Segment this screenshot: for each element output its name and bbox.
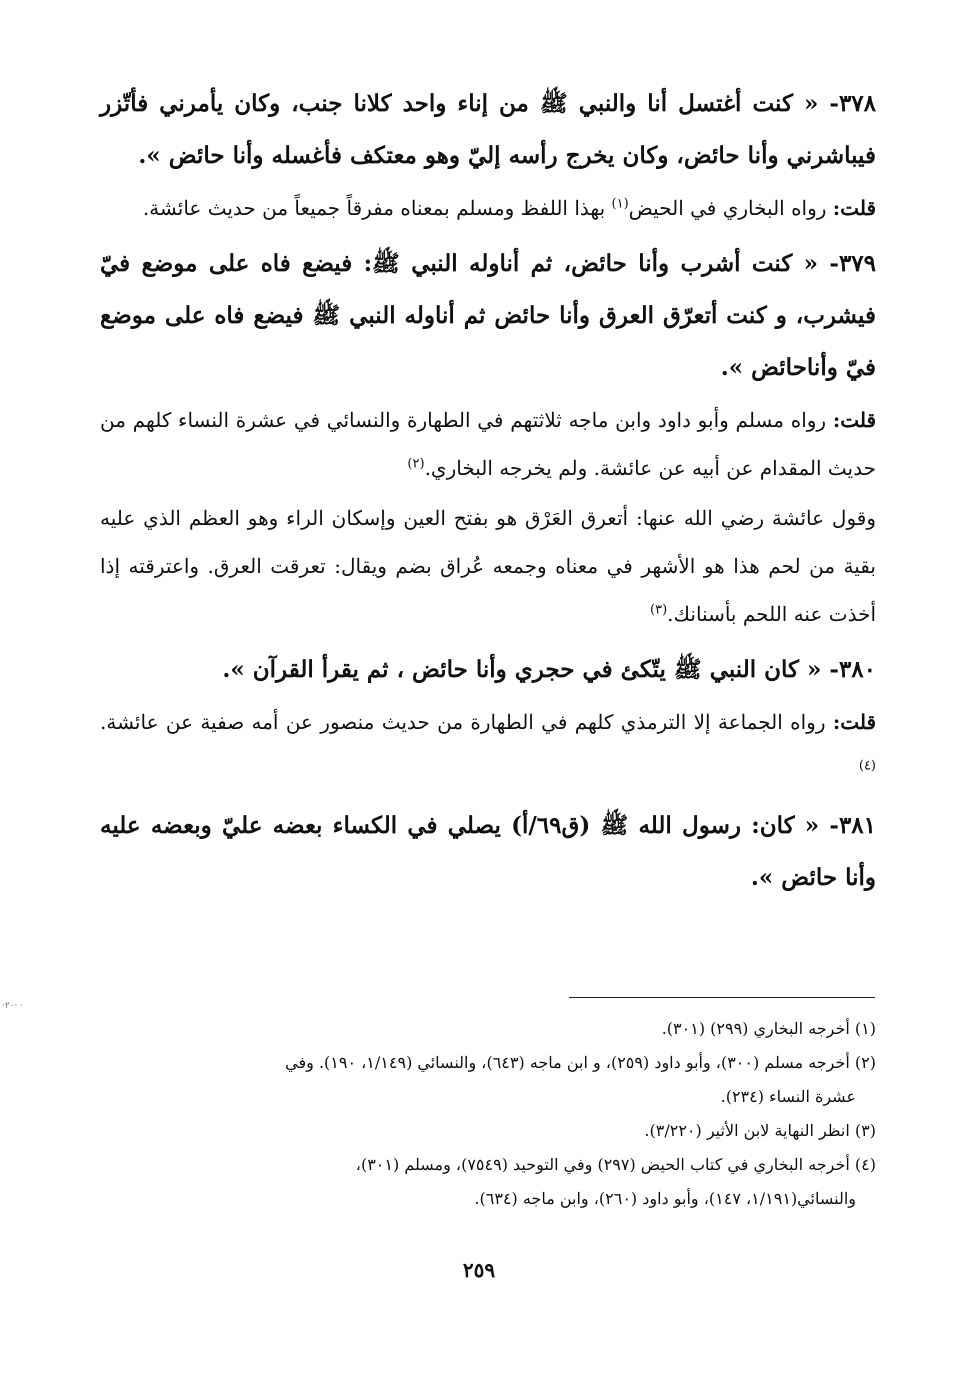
footnote-divider <box>569 997 875 998</box>
footnote-4: (٤) أخرجه البخاري في كتاب الحيض (٢٩٧) وفي التوحيد (٧٥٤٩)، ومسلم (٣٠١)، <box>355 1155 876 1174</box>
note-label: قلت: <box>832 710 877 734</box>
hadith-378: ٣٧٨- « كنت أغتسل أنا والنبي ﷺ من إناء واحد كلانا جنب، وكان يأمرني فأتّزر فيباشرني وأنا حائض، وكان يخرج رأسه إليّ وهو معتكف فأغسله وأنا حائض ». <box>100 90 876 169</box>
hadith-379: ٣٧٩- « كنت أشرب وأنا حائض، ثم أناوله النبي ﷺ: فيضع فاه على موضع فيّ فيشرب، و كنت أتعرّق العرق وأنا حائض ثم أناوله النبي ﷺ فيضع فاه على موضع فيّ وأناحائض ». <box>100 250 876 381</box>
footnote-ref-1[interactable]: (١) <box>611 196 629 212</box>
margin-mark: · ·‎٢٠· <box>2 1001 24 1011</box>
footnote-1: (١) أخرجه البخاري (٢٩٩) (٣٠١). <box>661 1019 876 1038</box>
hadith-380: ٣٨٠- « كان النبي ﷺ يتّكئ في حجري وأنا حائض ، ثم يقرأ القرآن ». <box>222 656 876 683</box>
footnote-2: (٢) أخرجه مسلم (٣٠٠)، وأبو داود (٢٥٩)، و ابن ماجه (٦٤٣)، والنسائي (١/١٤٩، ١٩٠). وفي <box>285 1053 876 1072</box>
note-text: بهذا اللفظ ومسلم بمعناه مفرقاً جميعاً من حديث عائشة. <box>142 196 606 220</box>
explanation-379 <box>100 494 876 638</box>
footnote-ref-2[interactable]: (٢) <box>407 456 425 472</box>
note-text: رواه الجماعة إلا الترمذي كلهم في الطهارة من حديث منصور عن أمه صفية عن عائشة. <box>100 710 826 734</box>
hadith-381: ٣٨١- « كان: رسول الله ﷺ (ق٦٩/أ) يصلي في الكساء بعضه عليّ وبعضه عليه وأنا حائض ». <box>100 812 876 891</box>
footnote-2-continuation: عشرة النساء (٢٣٤). <box>720 1087 856 1106</box>
footnotes <box>100 1012 876 1216</box>
footnote-3: (٣) انظر النهاية لابن الأثير (٣/٢٢٠). <box>644 1121 876 1140</box>
note-378 <box>100 184 876 232</box>
footnote-ref-3[interactable]: (٣) <box>650 602 668 618</box>
explanation-text: وقول عائشة رضي الله عنها: أتعرق العَرْق هو بفتح العين وإسكان الراء وهو العظم الذي عليه بقية من لحم هذا هو الأشهر في معناه وجمعه عُراق بضم ويقال: تعرقت العرق. واعترقته إذا أخذت عنه اللحم بأسنانك. <box>100 506 877 626</box>
page-number: ٢٥٩ <box>462 1258 496 1282</box>
note-380 <box>100 698 876 794</box>
main-text <box>100 78 876 904</box>
footnote-4-continuation: والنسائي(١/١٩١، ١٤٧)، وأبو داود (٢٦٠)، وابن ماجه (٦٣٤). <box>474 1189 856 1208</box>
note-text: رواه مسلم وأبو داود وابن ماجه ثلاثتهم في الطهارة والنسائي في عشرة النساء كلهم من حديث المقدام عن أبيه عن عائشة. ولم يخرجه البخاري. <box>100 408 876 480</box>
note-label: قلت: <box>832 408 877 432</box>
note-text: رواه البخاري في الحيض <box>628 196 827 220</box>
note-379 <box>100 396 876 492</box>
footnote-ref-4[interactable]: (٤) <box>858 758 876 774</box>
note-label: قلت: <box>832 196 876 220</box>
